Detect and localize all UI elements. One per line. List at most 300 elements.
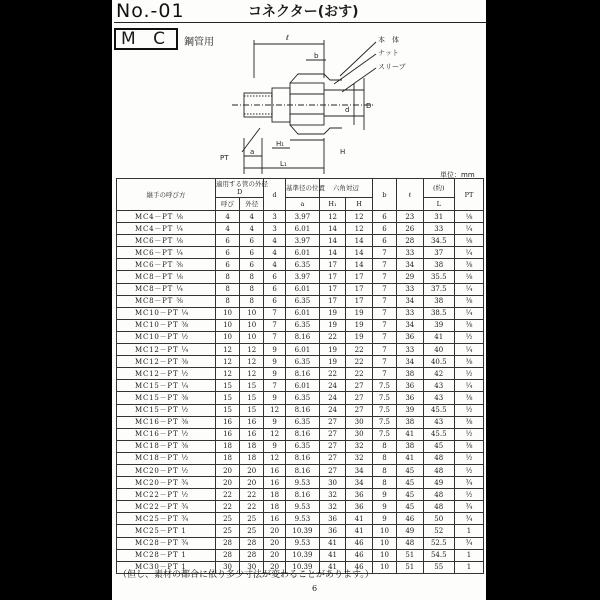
table-cell: 4 (264, 235, 286, 247)
dim-h1-label: H₁ (276, 140, 285, 148)
table-cell: ⅜ (454, 416, 483, 428)
table-cell: 8 (372, 452, 396, 464)
table-cell: 30 (346, 416, 373, 428)
table-cell: MC12－PT ⅜ (117, 356, 216, 368)
table-cell: 6.35 (285, 356, 319, 368)
table-cell: 32 (346, 452, 373, 464)
table-cell: 25 (215, 513, 239, 525)
table-cell: MC18－PT ⅜ (117, 440, 216, 452)
table-cell: 34 (397, 295, 424, 307)
table-cell: 46 (346, 549, 373, 561)
col-a-header: a (285, 198, 319, 211)
dimension-table (116, 178, 484, 574)
table-cell: ⅜ (454, 356, 483, 368)
table-cell: 6 (240, 247, 264, 259)
table-row (117, 525, 484, 537)
table-cell: 6.35 (285, 295, 319, 307)
table-cell: 6.35 (285, 319, 319, 331)
table-cell: MC12－PT ½ (117, 368, 216, 380)
table-cell: 28 (397, 235, 424, 247)
table-cell: 31 (423, 211, 454, 223)
table-cell: 9 (264, 416, 286, 428)
table-cell: ⅜ (454, 295, 483, 307)
catalog-code: No.-01 (116, 0, 185, 22)
table-cell: 27 (319, 440, 346, 452)
table-cell: ¾ (454, 537, 483, 549)
table-cell: 7 (372, 319, 396, 331)
col-h-header: H (346, 198, 373, 211)
table-cell: 16 (240, 428, 264, 440)
table-cell: 3.97 (285, 271, 319, 283)
table-cell: 18 (240, 440, 264, 452)
table-cell: 8.16 (285, 452, 319, 464)
table-cell: 22 (215, 489, 239, 501)
table-cell: ¾ (454, 501, 483, 513)
col-hex-header: 六角対辺 (319, 179, 372, 198)
col-h1-header: H₁ (319, 198, 346, 211)
table-cell: 22 (240, 489, 264, 501)
table-cell: 22 (319, 368, 346, 380)
table-cell: 8.16 (285, 404, 319, 416)
table-cell: 6 (215, 235, 239, 247)
table-cell: ½ (454, 404, 483, 416)
table-cell: MC16－PT ⅜ (117, 416, 216, 428)
table-cell: 7 (372, 283, 396, 295)
table-cell: 6.35 (285, 440, 319, 452)
table-cell: 10 (372, 561, 396, 573)
table-cell: MC20－PT ½ (117, 464, 216, 476)
table-cell: 15 (215, 380, 239, 392)
dim-D-label: D (366, 102, 372, 110)
table-row (117, 452, 484, 464)
table-cell: 8.16 (285, 464, 319, 476)
table-cell: MC8－PT ⅜ (117, 295, 216, 307)
table-cell: 37.5 (423, 283, 454, 295)
pt-label: PT (220, 154, 229, 162)
table-cell: 10 (240, 319, 264, 331)
table-cell: 20 (264, 525, 286, 537)
table-cell: 8 (372, 477, 396, 489)
series-subtitle: 鋼管用 (184, 37, 214, 48)
table-cell: 8 (240, 271, 264, 283)
table-cell: ¾ (454, 513, 483, 525)
table-cell: 18 (264, 489, 286, 501)
table-row (117, 247, 484, 259)
table-cell: 7 (372, 271, 396, 283)
table-cell: 36 (397, 331, 424, 343)
table-cell: 38 (423, 295, 454, 307)
table-cell: 6 (240, 235, 264, 247)
table-cell: 27 (319, 452, 346, 464)
table-cell: 7 (264, 380, 286, 392)
table-cell: 6 (215, 247, 239, 259)
table-cell: MC6－PT ⅜ (117, 259, 216, 271)
table-cell: 10.39 (285, 549, 319, 561)
col-name-header: 継手の呼び方 (117, 179, 216, 211)
table-cell: 6.01 (285, 283, 319, 295)
table-cell: 19 (319, 344, 346, 356)
table-cell: 27 (346, 404, 373, 416)
table-row (117, 295, 484, 307)
table-cell: 6.01 (285, 380, 319, 392)
table-cell: 10 (215, 331, 239, 343)
table-cell: ¼ (454, 223, 483, 235)
table-cell: 46 (346, 561, 373, 573)
table-cell: 30 (215, 561, 239, 573)
table-cell: 52.5 (423, 537, 454, 549)
table-cell: 30 (240, 561, 264, 573)
table-cell: 28 (215, 537, 239, 549)
table-cell: ¾ (454, 477, 483, 489)
table-cell: ⅜ (454, 392, 483, 404)
table-cell: 43 (423, 392, 454, 404)
table-cell: 30 (346, 428, 373, 440)
table-cell: 34 (397, 356, 424, 368)
table-cell: MC25－PT 1 (117, 525, 216, 537)
table-cell: 15 (215, 392, 239, 404)
table-cell: 36 (346, 489, 373, 501)
header-rule (114, 22, 486, 23)
table-cell: 34 (346, 477, 373, 489)
table-cell: 9 (264, 356, 286, 368)
table-cell: MC15－PT ½ (117, 404, 216, 416)
table-cell: 10.39 (285, 525, 319, 537)
table-body (117, 211, 484, 574)
table-cell: 16 (264, 513, 286, 525)
table-cell: ½ (454, 452, 483, 464)
table-row (117, 283, 484, 295)
table-cell: MC4－PT ¼ (117, 223, 216, 235)
table-cell: 10 (372, 525, 396, 537)
table-cell: 8.16 (285, 331, 319, 343)
footnote: （但し、素材の都合に依り多少寸法が変わることがあります。） (118, 570, 374, 580)
table-cell: 6.01 (285, 344, 319, 356)
table-cell: 48 (423, 501, 454, 513)
table-cell: 7 (372, 356, 396, 368)
table-cell: 9 (264, 440, 286, 452)
table-row (117, 307, 484, 319)
table-cell: 37 (423, 247, 454, 259)
table-cell: 14 (346, 235, 373, 247)
table-cell: ⅜ (454, 259, 483, 271)
table-cell: MC15－PT ⅜ (117, 392, 216, 404)
table-row (117, 489, 484, 501)
table-cell: 33 (397, 283, 424, 295)
table-row (117, 223, 484, 235)
table-cell: 29 (397, 271, 424, 283)
table-cell: MC22－PT ½ (117, 489, 216, 501)
table-cell: 19 (346, 319, 373, 331)
table-cell: 45.5 (423, 428, 454, 440)
table-cell: 20 (240, 464, 264, 476)
table-cell: 20 (240, 477, 264, 489)
table-cell: MC4－PT ⅛ (117, 211, 216, 223)
table-cell: 3 (264, 211, 286, 223)
table-cell: 1 (454, 525, 483, 537)
table-cell: 15 (240, 392, 264, 404)
table-cell: 8 (240, 283, 264, 295)
table-cell: 7 (264, 331, 286, 343)
table-cell: ⅜ (454, 319, 483, 331)
page-title: コネクター(おす) (248, 4, 359, 20)
table-cell: ½ (454, 368, 483, 380)
table-row (117, 549, 484, 561)
table-cell: 3.97 (285, 211, 319, 223)
table-cell: 41 (346, 513, 373, 525)
unit-label: 単位：mm (440, 171, 475, 179)
table-cell: 46 (346, 537, 373, 549)
table-cell: 1 (454, 561, 483, 573)
table-cell: 7.5 (372, 404, 396, 416)
table-cell: ¼ (454, 344, 483, 356)
table-row (117, 235, 484, 247)
table-row (117, 464, 484, 476)
table-cell: 7 (372, 331, 396, 343)
table-cell: 7 (264, 319, 286, 331)
table-cell: 45 (423, 440, 454, 452)
table-cell: 41 (319, 537, 346, 549)
table-cell: 48 (423, 489, 454, 501)
right-margin (486, 0, 600, 600)
col-pt-header: PT (454, 179, 483, 211)
col-nominal-header: 呼び (215, 198, 239, 211)
table-cell: 19 (346, 307, 373, 319)
table-cell: 46 (397, 513, 424, 525)
table-cell: MC20－PT ¾ (117, 477, 216, 489)
table-cell: MC6－PT ⅛ (117, 235, 216, 247)
table-cell: MC18－PT ½ (117, 452, 216, 464)
table-cell: 34.5 (423, 235, 454, 247)
table-cell: 38 (397, 368, 424, 380)
table-cell: 25 (215, 525, 239, 537)
table-cell: 52 (423, 525, 454, 537)
table-row (117, 380, 484, 392)
table-cell: 49 (397, 525, 424, 537)
table-row (117, 356, 484, 368)
table-cell: 7.5 (372, 380, 396, 392)
table-cell: 4 (264, 259, 286, 271)
table-cell: 17 (319, 271, 346, 283)
table-cell: 28 (240, 537, 264, 549)
table-cell: 9.53 (285, 513, 319, 525)
table-cell: 10 (215, 307, 239, 319)
table-cell: 22 (319, 331, 346, 343)
table-cell: 22 (346, 368, 373, 380)
table-cell: 18 (215, 452, 239, 464)
table-cell: 24 (319, 380, 346, 392)
table-cell: 12 (264, 428, 286, 440)
table-cell: 28 (240, 549, 264, 561)
table-row (117, 319, 484, 331)
table-cell: 6 (240, 259, 264, 271)
table-cell: 48 (423, 452, 454, 464)
col-d-header: d (264, 179, 286, 211)
table-cell: 43 (423, 380, 454, 392)
dim-a-label: a (250, 148, 255, 156)
table-row (117, 259, 484, 271)
table-cell: 22 (346, 356, 373, 368)
table-cell: 9 (264, 392, 286, 404)
col-approx-header: (約) (423, 179, 454, 198)
table-cell: 20 (264, 549, 286, 561)
table-cell: 6.35 (285, 416, 319, 428)
table-cell: 30 (319, 477, 346, 489)
table-cell: 17 (346, 295, 373, 307)
col-od-header: 外径 (240, 198, 264, 211)
nut-label: ナット (378, 49, 399, 57)
table-row (117, 537, 484, 549)
table-row (117, 271, 484, 283)
table-cell: 10.39 (285, 561, 319, 573)
table-cell: MC22－PT ¾ (117, 501, 216, 513)
nut-shape (290, 83, 324, 125)
table-cell: 6 (372, 211, 396, 223)
page-number: 6 (312, 584, 318, 593)
table-cell: ⅛ (454, 211, 483, 223)
table-cell: 36 (346, 501, 373, 513)
table-cell: 36 (319, 525, 346, 537)
table-cell: 42 (423, 368, 454, 380)
table-cell: 16 (264, 477, 286, 489)
table-cell: 17 (346, 271, 373, 283)
table-row (117, 211, 484, 223)
dim-d-label: d (345, 106, 350, 114)
table-cell: 14 (319, 223, 346, 235)
table-cell: ⅛ (454, 271, 483, 283)
table-cell: 20 (215, 477, 239, 489)
table-cell: 20 (215, 464, 239, 476)
table-cell: 24 (319, 404, 346, 416)
table-cell: 22 (240, 501, 264, 513)
table-cell: 15 (240, 380, 264, 392)
table-cell: 7.5 (372, 416, 396, 428)
connector-drawing (114, 28, 486, 178)
table-cell: ¼ (454, 247, 483, 259)
table-cell: 6 (372, 235, 396, 247)
table-cell: 33 (397, 344, 424, 356)
table-cell: 36 (397, 392, 424, 404)
table-cell: 8 (215, 283, 239, 295)
table-cell: 15 (240, 404, 264, 416)
table-cell: MC6－PT ¼ (117, 247, 216, 259)
table-cell: 18 (215, 440, 239, 452)
table-cell: 40 (423, 344, 454, 356)
table-cell: 8 (372, 464, 396, 476)
table-cell: 32 (319, 501, 346, 513)
table-cell: ¼ (454, 283, 483, 295)
table-cell: 9 (264, 344, 286, 356)
table-cell: 24 (319, 392, 346, 404)
table-cell: 12 (240, 368, 264, 380)
table-cell: 18 (264, 501, 286, 513)
table-cell: 14 (319, 235, 346, 247)
table-cell: 40.5 (423, 356, 454, 368)
table-cell: MC10－PT ½ (117, 331, 216, 343)
table-cell: MC8－PT ¼ (117, 283, 216, 295)
table-cell: 27 (346, 380, 373, 392)
table-cell: 14 (346, 259, 373, 271)
series-code-box: M C (114, 28, 178, 50)
table-cell: 6.01 (285, 247, 319, 259)
table-row (117, 404, 484, 416)
table-cell: 34 (346, 464, 373, 476)
table-cell: 33 (397, 247, 424, 259)
table-row (117, 416, 484, 428)
col-outer-header: 適用する管の外径 D (215, 180, 268, 196)
table-cell: 27 (319, 428, 346, 440)
col-l-header: ℓ (397, 179, 424, 211)
table-cell: 9 (264, 368, 286, 380)
table-cell: 4 (240, 223, 264, 235)
table-cell: 38 (397, 440, 424, 452)
table-cell: 23 (397, 211, 424, 223)
table-cell: 22 (215, 501, 239, 513)
table-cell: 32 (319, 489, 346, 501)
table-cell: 19 (319, 307, 346, 319)
table-cell: 7 (264, 307, 286, 319)
table-cell: 12 (215, 344, 239, 356)
table-cell: MC16－PT ½ (117, 428, 216, 440)
table-cell: 16 (264, 464, 286, 476)
table-cell: 8 (240, 295, 264, 307)
table-header (117, 179, 484, 211)
table-row (117, 440, 484, 452)
table-cell: 1 (454, 549, 483, 561)
table-cell: 25 (240, 525, 264, 537)
table-cell: 12 (215, 356, 239, 368)
table-cell: 38.5 (423, 307, 454, 319)
table-cell: MC12－PT ¼ (117, 344, 216, 356)
table-cell: 50 (423, 513, 454, 525)
dim-l-label: ℓ (286, 34, 289, 42)
table-cell: 7 (372, 247, 396, 259)
table-cell: 6.35 (285, 259, 319, 271)
table-cell: 3 (264, 223, 286, 235)
table-cell: MC28－PT 1 (117, 549, 216, 561)
table-cell: 41 (346, 525, 373, 537)
table-cell: 26 (397, 223, 424, 235)
table-cell: 39 (423, 319, 454, 331)
table-cell: 17 (319, 295, 346, 307)
table-cell: 12 (319, 211, 346, 223)
table-row (117, 344, 484, 356)
table-cell: 7 (372, 344, 396, 356)
table-cell: 6 (372, 223, 396, 235)
table-cell: 4 (240, 211, 264, 223)
table-row (117, 513, 484, 525)
table-cell: ½ (454, 428, 483, 440)
table-cell: 51 (397, 549, 424, 561)
table-cell: 6 (264, 295, 286, 307)
dim-b-label: b (314, 52, 319, 60)
table-cell: MC10－PT ¼ (117, 307, 216, 319)
table-cell: ½ (454, 331, 483, 343)
table-cell: 10 (372, 537, 396, 549)
table-row (117, 331, 484, 343)
table-cell: 48 (423, 464, 454, 476)
table-cell: 8 (215, 295, 239, 307)
table-cell: 12 (240, 344, 264, 356)
table-row (117, 477, 484, 489)
table-cell: 49 (423, 477, 454, 489)
table-cell: 6 (215, 259, 239, 271)
table-cell: 54.5 (423, 549, 454, 561)
table-cell: 33 (423, 223, 454, 235)
table-cell: ⅜ (454, 440, 483, 452)
dim-h-label: H (340, 148, 346, 156)
table-cell: 10 (240, 331, 264, 343)
col-L-header: L (423, 198, 454, 211)
